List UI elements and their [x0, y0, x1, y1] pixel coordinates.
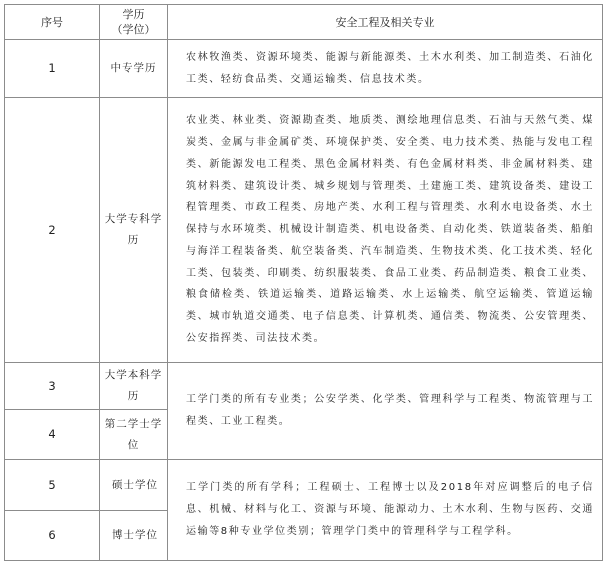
row-index: 3 [5, 363, 100, 410]
table-row [5, 98, 603, 363]
header-profession: 安全工程及相关专业 [168, 5, 603, 40]
row-index: 6 [5, 511, 100, 561]
row-education: 中专学历 [100, 40, 168, 98]
requirements-table [4, 4, 603, 561]
row-profession: 工学门类的所有学科；工程硕士、工程博士以及2018年对应调整后的电子信息、机械、材料与化工、资源与环境、能源动力、土木水利、生物与医药、交通运输等8种专业学位类别；管理学门类中的管理科学与工程学科。 [168, 460, 603, 561]
header-education [100, 5, 168, 40]
table-row [5, 363, 603, 410]
row-education: 第二学士学位 [100, 410, 168, 460]
row-education: 博士学位 [100, 511, 168, 561]
row-index: 4 [5, 410, 100, 460]
row-index: 5 [5, 460, 100, 511]
header-education-line1: 学历 [122, 8, 145, 21]
row-profession: 农业类、林业类、资源勘查类、地质类、测绘地理信息类、石油与天然气类、煤炭类、金属与非金属矿类、环境保护类、安全类、电力技术类、热能与发电工程类、新能源发电工程类、黑色金属材料类、有色金属材料类、非金属材料类、建筑材料类、建筑设计类、城乡规划与管理类、土建施工类、建筑设备类、建设工程管理类、市政工程类、房地产类、水利工程与管理类、水利水电设备类、水土保持与水环境类、机械设计制造类、机电设备类、自动化类、铁道装备类、船舶与海洋工程装备类、航空装备类、汽车制造类、生物技术类、化工技术类、轻化工类、包装类、印刷类、纺织服装类、食品工业类、药品制造类、粮食工业类、粮食储检类、铁道运输类、道路运输类、水上运输类、航空运输类、管道运输类、城市轨道交通类、电子信息类、计算机类、通信类、物流类、公安管理类、公安指挥类、司法技术类。 [168, 98, 603, 363]
header-index: 序号 [5, 5, 100, 40]
table-row [5, 40, 603, 98]
table-header-row [5, 5, 603, 40]
row-index: 1 [5, 40, 100, 98]
row-education: 大学专科学历 [100, 98, 168, 363]
table-row [5, 460, 603, 511]
row-profession: 工学门类的所有专业类；公安学类、化学类、管理科学与工程类、物流管理与工程类、工业工程类。 [168, 363, 603, 460]
header-education-line2: （学位） [111, 23, 156, 36]
row-education: 大学本科学历 [100, 363, 168, 410]
row-education: 硕士学位 [100, 460, 168, 511]
row-profession: 农林牧渔类、资源环境类、能源与新能源类、土木水利类、加工制造类、石油化工类、轻纺食品类、交通运输类、信息技术类。 [168, 40, 603, 98]
row-index: 2 [5, 98, 100, 363]
